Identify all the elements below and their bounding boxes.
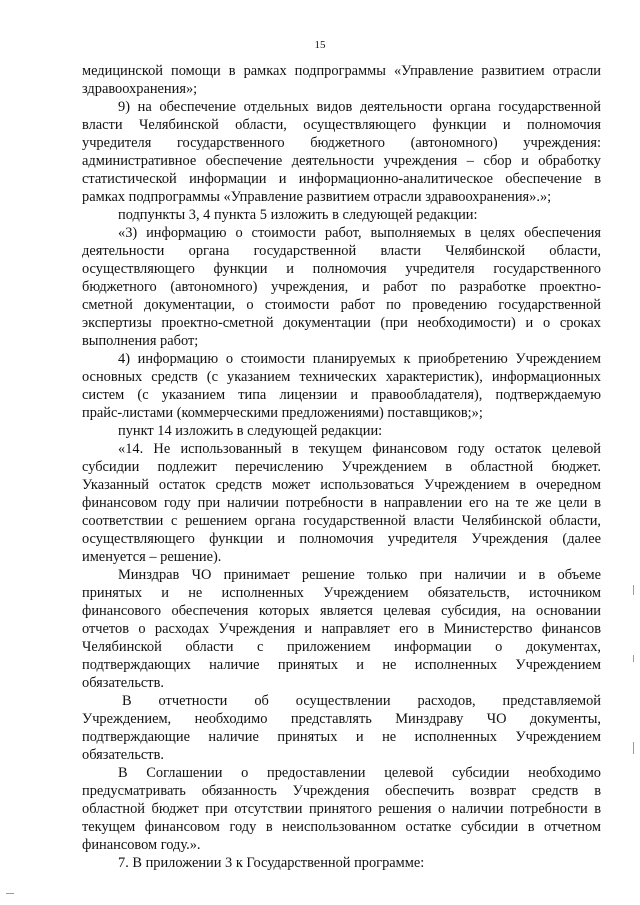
text-line: учредителя государственного бюджетного (автономного) учреждения: xyxy=(82,135,601,151)
text-line: предусматривать обязанность Учреждения обеспечить возврат средств в xyxy=(82,783,601,799)
text-line: медицинской помощи в рамках подпрограммы «Управление развитием отрасли xyxy=(82,63,601,79)
text-line: подтверждающих наличие принятых и не исполненных Учреждением xyxy=(82,657,601,673)
text-line: В Соглашении о предоставлении целевой субсидии необходимо xyxy=(118,765,601,781)
text-line: деятельности органа государственной власти Челябинской области, xyxy=(82,243,601,259)
text-line: рамках подпрограммы «Управление развитием отрасли здравоохранения».»; xyxy=(82,189,552,205)
text-line: соответствии с решением органа государственной власти Челябинской области, xyxy=(82,513,601,529)
text-line: Учреждением, необходимо представлять Минздраву ЧО документы, xyxy=(82,711,601,727)
text-line: прайс-листами (коммерческими предложениями) поставщиков;»; xyxy=(82,405,483,421)
right-margin-scan-mark xyxy=(633,585,634,595)
bottom-left-scan-mark xyxy=(6,893,14,894)
text-line: финансового обеспечения которых является целевая субсидия, на основании xyxy=(82,603,601,619)
text-line: пункт 14 изложить в следующей редакции: xyxy=(118,423,383,439)
text-line: власти Челябинской области, осуществляющего функции и полномочия xyxy=(82,117,601,133)
text-line: отчетов о расходах Учреждения и направляет его в Министерство финансов xyxy=(82,621,601,637)
text-line: статистической информации и информационно-аналитическое обеспечение в xyxy=(82,171,601,187)
text-line: экспертизы проектно-сметной документации (при необходимости) и о сроках xyxy=(82,315,601,331)
text-line: здравоохранения»; xyxy=(82,81,198,97)
text-line: Челябинской области с приложением информации о документах, xyxy=(82,639,601,655)
text-line: сметной документации, о стоимости работ по проведению государственной xyxy=(82,297,601,313)
text-line: В отчетности об осуществлении расходов, представляемой xyxy=(122,693,601,709)
text-line: осуществляющего функции и полномочия учредителя Учреждения (далее xyxy=(82,531,601,547)
text-line: финансовом году при наличии потребности в направлении его на те же цели в xyxy=(82,495,601,511)
document-body xyxy=(82,62,601,872)
text-line: административное обеспечение деятельности учреждения – сбор и обработку xyxy=(82,153,601,169)
text-line: подпункты 3, 4 пункта 5 изложить в следующей редакции: xyxy=(118,207,478,223)
text-line: принятых и не исполненных Учреждением обязательств, источником xyxy=(82,585,601,601)
text-line: подтверждающие наличие принятых и не исполненных Учреждением xyxy=(82,729,601,745)
page-number: 15 xyxy=(314,39,326,51)
text-line: бюджетного (автономного) учреждения, и работ по разработке проектно- xyxy=(82,279,601,295)
right-margin-scan-mark xyxy=(633,742,634,754)
text-line: обязательств. xyxy=(82,747,164,763)
text-line: основных средств (с указанием технических характеристик), информационных xyxy=(82,369,601,385)
text-line: осуществляющего функции и полномочия учредителя государственного xyxy=(82,261,601,277)
text-line: «3) информацию о стоимости работ, выполняемых в целях обеспечения xyxy=(118,225,601,241)
text-line: областной бюджет при отсутствии принятого решения о наличии потребности в xyxy=(82,801,601,817)
text-line: 9) на обеспечение отдельных видов деятельности органа государственной xyxy=(118,99,601,115)
text-line: текущем финансовом году в неиспользованном остатке субсидии в отчетном xyxy=(82,819,601,835)
text-line: 4) информацию о стоимости планируемых к приобретению Учреждением xyxy=(118,351,601,367)
text-line: выполнения работ; xyxy=(82,333,199,349)
text-line: «14. Не использованный в текущем финансовом году остаток целевой xyxy=(118,441,601,457)
text-line: именуется – решение). xyxy=(82,549,222,565)
text-line: финансовом году.». xyxy=(82,837,201,853)
text-line: Минздрав ЧО принимает решение только при наличии и в объеме xyxy=(118,567,601,583)
text-line: 7. В приложении 3 к Государственной программе: xyxy=(118,855,425,871)
text-line: систем (с указанием типа лицензии и правообладателя), подтверждаемую xyxy=(82,387,601,403)
text-line: обязательств. xyxy=(82,675,164,691)
text-line: Указанный остаток средств может использоваться Учреждением в очередном xyxy=(82,477,601,493)
text-line: субсидии подлежит перечислению Учреждением в областной бюджет. xyxy=(82,459,601,475)
right-margin-scan-mark xyxy=(633,655,634,662)
